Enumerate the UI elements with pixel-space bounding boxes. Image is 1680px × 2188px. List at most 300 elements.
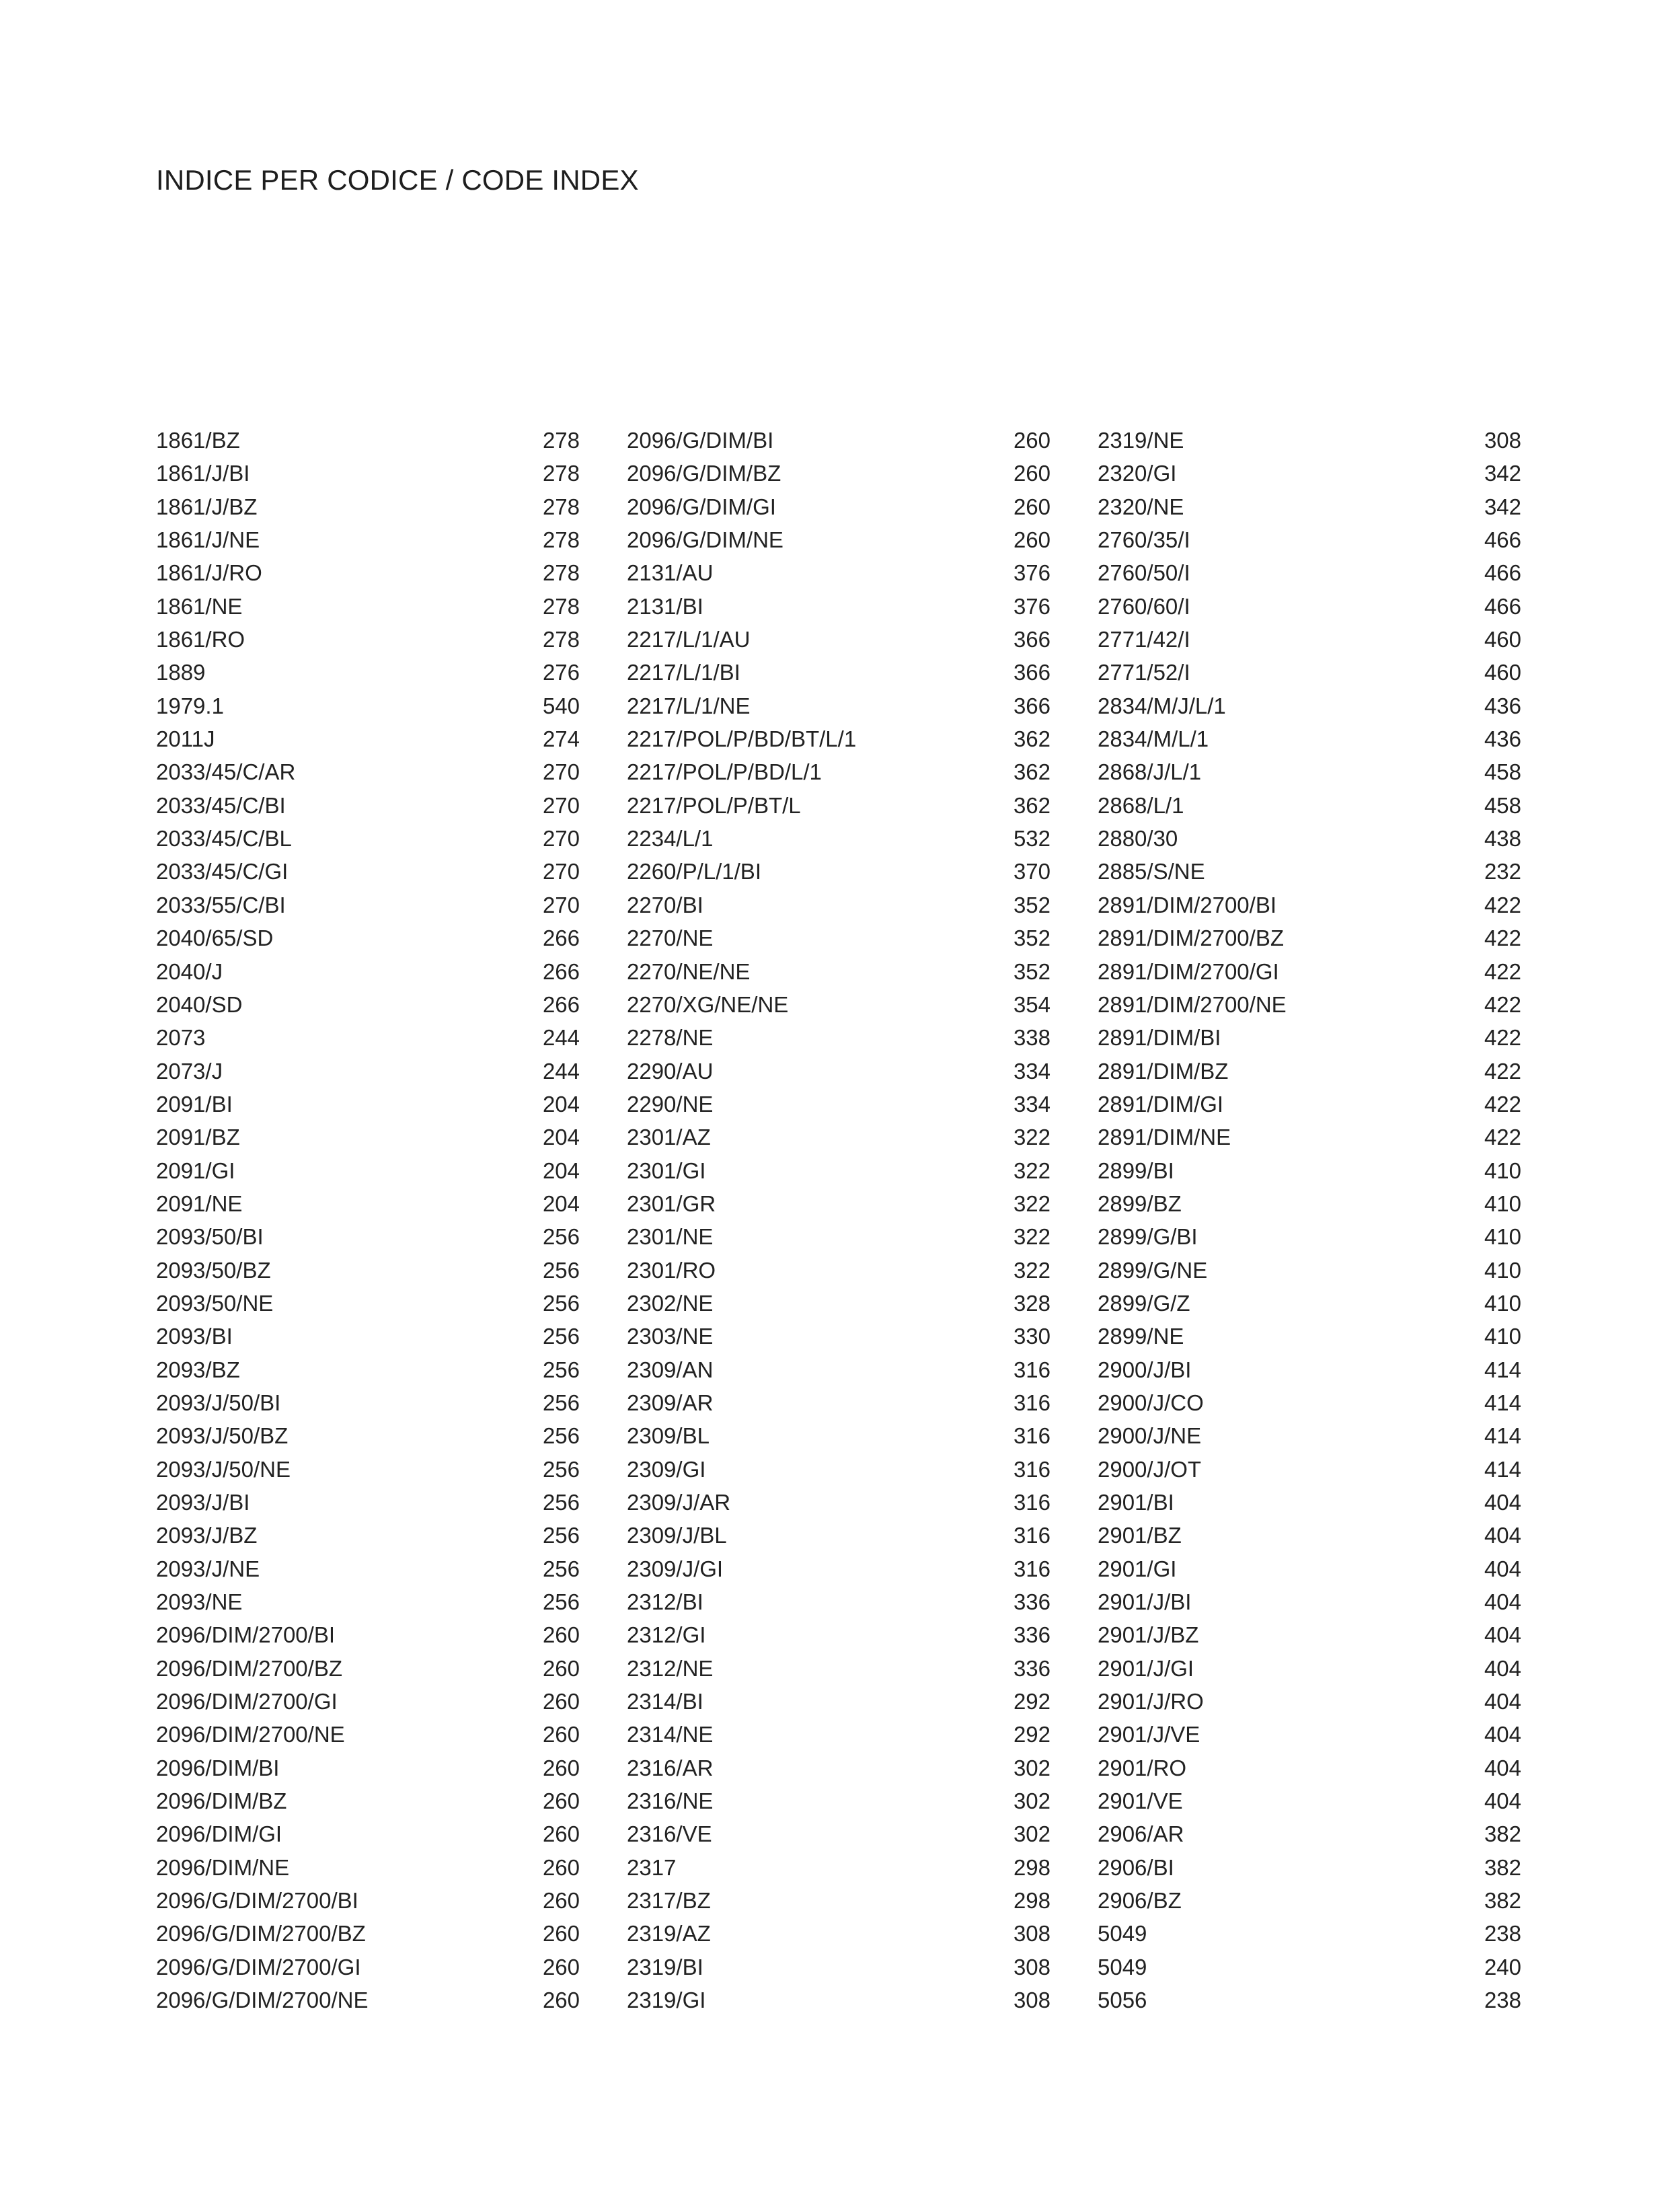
product-code: 2771/52/I: [1098, 660, 1190, 685]
index-row: [627, 1154, 1051, 1187]
page-number: 322: [1013, 1191, 1051, 1216]
page-number: 338: [1013, 1025, 1051, 1051]
page-number: 302: [1013, 1788, 1051, 1814]
product-code: 2880/30: [1098, 826, 1178, 852]
product-code: 2906/BZ: [1098, 1888, 1182, 1914]
page-number: 376: [1013, 560, 1051, 586]
page-number: 302: [1013, 1821, 1051, 1847]
product-code: 2096/G/DIM/2700/NE: [156, 1988, 369, 2013]
product-code: 2270/BI: [627, 892, 703, 917]
page-number: 414: [1484, 1423, 1521, 1449]
index-row: [156, 855, 580, 888]
index-row: [627, 1386, 1051, 1419]
index-row: [627, 722, 1051, 755]
product-code: 2900/J/OT: [1098, 1456, 1202, 1482]
product-code: 2303/NE: [627, 1324, 714, 1349]
product-code: 2891/DIM/BI: [1098, 1025, 1221, 1051]
product-code: 2217/POL/P/BD/BT/L/1: [627, 726, 857, 752]
index-row: [627, 1618, 1051, 1651]
index-row: [627, 1984, 1051, 2016]
index-row: [627, 822, 1051, 855]
index-row: [627, 1884, 1051, 1917]
index-row: [156, 556, 580, 589]
page-number: 244: [542, 1025, 580, 1051]
index-row: [627, 1652, 1051, 1685]
index-row: [1098, 656, 1521, 689]
index-row: [156, 1154, 580, 1187]
product-code: 2093/BI: [156, 1324, 233, 1349]
page-number: 404: [1484, 1556, 1521, 1581]
index-column-1: [156, 424, 580, 2017]
index-row: [156, 988, 580, 1021]
page-number: 422: [1484, 991, 1521, 1017]
product-code: 2040/65/SD: [156, 926, 274, 951]
index-row: [156, 424, 580, 457]
index-row: [156, 590, 580, 623]
page-number: 256: [542, 1589, 580, 1615]
product-code: 2312/BI: [627, 1589, 703, 1615]
index-row: [627, 590, 1051, 623]
index-row: [156, 1287, 580, 1320]
page-number: 410: [1484, 1191, 1521, 1216]
index-row: [156, 1552, 580, 1585]
index-row: [1098, 1453, 1521, 1486]
product-code: 2319/GI: [627, 1988, 706, 2013]
index-row: [156, 1884, 580, 1917]
index-row: [156, 1618, 580, 1651]
page-number: 342: [1484, 461, 1521, 486]
index-row: [627, 556, 1051, 589]
product-code: 2834/M/L/1: [1098, 726, 1209, 752]
index-row: [1098, 1287, 1521, 1320]
product-code: 2900/J/BI: [1098, 1357, 1192, 1382]
index-row: [627, 1951, 1051, 1984]
page-number: 414: [1484, 1357, 1521, 1382]
page-number: 316: [1013, 1357, 1051, 1382]
index-row: [1098, 755, 1521, 788]
product-code: 2319/BI: [627, 1954, 703, 1979]
index-row: [1098, 689, 1521, 722]
product-code: 2891/DIM/2700/GI: [1098, 958, 1279, 984]
page-number: 278: [542, 461, 580, 486]
page-number: 260: [542, 1988, 580, 2013]
page-number: 410: [1484, 1257, 1521, 1283]
product-code: 2899/G/Z: [1098, 1290, 1190, 1316]
product-code: 2901/J/BZ: [1098, 1622, 1199, 1648]
product-code: 2096/DIM/2700/BZ: [156, 1655, 342, 1681]
index-row: [156, 755, 580, 788]
product-code: 2312/NE: [627, 1655, 714, 1681]
page-number: 278: [542, 593, 580, 619]
page-number: 342: [1484, 494, 1521, 519]
page-number: 260: [1013, 527, 1051, 553]
product-code: 2040/SD: [156, 991, 243, 1017]
index-row: [156, 1021, 580, 1054]
product-code: 2868/L/1: [1098, 792, 1184, 818]
product-code: 2091/GI: [156, 1158, 235, 1183]
page-number: 308: [1013, 1988, 1051, 2013]
product-code: 2891/DIM/2700/NE: [1098, 991, 1287, 1017]
page-number: 404: [1484, 1523, 1521, 1548]
page-number: 436: [1484, 693, 1521, 718]
page-number: 466: [1484, 593, 1521, 619]
index-row: [627, 1917, 1051, 1950]
product-code: 2320/NE: [1098, 494, 1184, 519]
index-row: [627, 755, 1051, 788]
page-number: 278: [542, 627, 580, 652]
index-row: [627, 1851, 1051, 1884]
index-row: [1098, 1254, 1521, 1287]
page-number: 244: [542, 1058, 580, 1084]
page-number: 404: [1484, 1589, 1521, 1615]
product-code: 2319/AZ: [627, 1921, 711, 1947]
index-row: [1098, 1154, 1521, 1187]
page-number: 256: [542, 1324, 580, 1349]
page-number: 292: [1013, 1689, 1051, 1714]
index-row: [627, 457, 1051, 490]
product-code: 2217/POL/P/BD/L/1: [627, 759, 822, 785]
product-code: 1861/BZ: [156, 428, 240, 453]
page-number: 404: [1484, 1622, 1521, 1648]
page-number: 322: [1013, 1125, 1051, 1150]
index-row: [1098, 1718, 1521, 1751]
page-number: 336: [1013, 1622, 1051, 1648]
product-code: 1861/J/BZ: [156, 494, 258, 519]
index-row: [156, 1220, 580, 1253]
page-number: 322: [1013, 1257, 1051, 1283]
index-row: [1098, 722, 1521, 755]
page-number: 414: [1484, 1390, 1521, 1415]
product-code: 2760/60/I: [1098, 593, 1190, 619]
product-code: 2906/BI: [1098, 1854, 1174, 1880]
product-code: 2834/M/J/L/1: [1098, 693, 1226, 718]
product-code: 2033/45/C/BL: [156, 826, 292, 852]
product-code: 2033/45/C/BI: [156, 792, 286, 818]
product-code: 2309/AR: [627, 1390, 714, 1415]
page-number: 256: [542, 1390, 580, 1415]
product-code: 2885/S/NE: [1098, 859, 1205, 884]
product-code: 2302/NE: [627, 1290, 714, 1316]
page-number: 458: [1484, 759, 1521, 785]
product-code: 2320/GI: [1098, 461, 1177, 486]
product-code: 1861/NE: [156, 593, 243, 619]
product-code: 2899/G/NE: [1098, 1257, 1208, 1283]
page-number: 352: [1013, 926, 1051, 951]
index-row: [1098, 1652, 1521, 1685]
product-code: 2260/P/L/1/BI: [627, 859, 761, 884]
product-code: 2096/G/DIM/GI: [627, 494, 776, 519]
product-code: 2096/DIM/NE: [156, 1854, 290, 1880]
index-row: [156, 1386, 580, 1419]
page-number: 260: [542, 1755, 580, 1780]
index-row: [627, 1685, 1051, 1718]
product-code: 2096/G/DIM/BZ: [627, 461, 781, 486]
index-row: [627, 955, 1051, 988]
product-code: 2131/AU: [627, 560, 714, 586]
product-code: 2301/AZ: [627, 1125, 711, 1150]
index-row: [1098, 855, 1521, 888]
page-number: 404: [1484, 1722, 1521, 1747]
index-row: [627, 1486, 1051, 1519]
product-code: 2278/NE: [627, 1025, 714, 1051]
product-code: 2309/AN: [627, 1357, 714, 1382]
page-number: 260: [542, 1722, 580, 1747]
product-code: 2314/BI: [627, 1689, 703, 1714]
product-code: 2096/G/DIM/2700/BI: [156, 1888, 358, 1914]
index-row: [627, 523, 1051, 556]
index-row: [156, 1652, 580, 1685]
product-code: 2771/42/I: [1098, 627, 1190, 652]
page-number: 354: [1013, 991, 1051, 1017]
index-row: [627, 490, 1051, 523]
page-number: 256: [542, 1257, 580, 1283]
page-number: 256: [542, 1556, 580, 1581]
index-row: [627, 1453, 1051, 1486]
product-code: 2093/J/50/NE: [156, 1456, 291, 1482]
index-row: [156, 1187, 580, 1220]
page-number: 422: [1484, 1091, 1521, 1117]
index-row: [156, 1784, 580, 1817]
product-code: 2093/J/50/BZ: [156, 1423, 289, 1449]
page-number: 256: [542, 1290, 580, 1316]
index-row: [627, 1585, 1051, 1618]
index-row: [627, 1220, 1051, 1253]
page-number: 270: [542, 859, 580, 884]
page-number: 382: [1484, 1854, 1521, 1880]
page-number: 540: [542, 693, 580, 718]
product-code: 2314/NE: [627, 1722, 714, 1747]
page-number: 260: [542, 1888, 580, 1914]
index-row: [627, 1519, 1051, 1552]
index-row: [156, 1984, 580, 2016]
product-code: 2091/NE: [156, 1191, 243, 1216]
index-row: [627, 1353, 1051, 1386]
product-code: 2901/BI: [1098, 1490, 1174, 1515]
index-row: [1098, 1419, 1521, 1452]
product-code: 2900/J/NE: [1098, 1423, 1202, 1449]
page-number: 422: [1484, 1058, 1521, 1084]
index-row: [1098, 889, 1521, 921]
page-number: 260: [1013, 461, 1051, 486]
page-number: 260: [1013, 494, 1051, 519]
index-row: [156, 1419, 580, 1452]
product-code: 2033/45/C/GI: [156, 859, 289, 884]
product-code: 2316/AR: [627, 1755, 714, 1780]
page-number: 362: [1013, 726, 1051, 752]
product-code: 2868/J/L/1: [1098, 759, 1202, 785]
page-number: 232: [1484, 859, 1521, 884]
product-code: 2033/55/C/BI: [156, 892, 286, 917]
index-row: [156, 623, 580, 656]
index-row: [627, 1751, 1051, 1784]
index-row: [1098, 1386, 1521, 1419]
index-row: [1098, 523, 1521, 556]
product-code: 2270/NE/NE: [627, 958, 751, 984]
page-number: 404: [1484, 1755, 1521, 1780]
page-number: 382: [1484, 1821, 1521, 1847]
index-row: [156, 689, 580, 722]
page-number: 366: [1013, 627, 1051, 652]
product-code: 2093/50/NE: [156, 1290, 274, 1316]
page-number: 330: [1013, 1324, 1051, 1349]
index-row: [1098, 921, 1521, 954]
page-number: 422: [1484, 1025, 1521, 1051]
page-number: 270: [542, 826, 580, 852]
page-number: 466: [1484, 560, 1521, 586]
page-number: 278: [542, 527, 580, 553]
product-code: 2316/NE: [627, 1788, 714, 1814]
index-row: [156, 523, 580, 556]
index-row: [627, 1021, 1051, 1054]
index-row: [1098, 1917, 1521, 1950]
product-code: 2073: [156, 1025, 206, 1051]
product-code: 2760/35/I: [1098, 527, 1190, 553]
index-row: [1098, 1751, 1521, 1784]
product-code: 5049: [1098, 1954, 1147, 1979]
index-row: [156, 1121, 580, 1154]
page-number: 458: [1484, 792, 1521, 818]
product-code: 2217/POL/P/BT/L: [627, 792, 801, 818]
index-row: [627, 1817, 1051, 1850]
page-number: 334: [1013, 1091, 1051, 1117]
page-number: 260: [1013, 428, 1051, 453]
index-row: [627, 1254, 1051, 1287]
page-number: 322: [1013, 1224, 1051, 1250]
product-code: 1861/J/RO: [156, 560, 262, 586]
page-number: 274: [542, 726, 580, 752]
product-code: 2309/J/BL: [627, 1523, 727, 1548]
index-row: [1098, 1884, 1521, 1917]
product-code: 2901/GI: [1098, 1556, 1177, 1581]
page-number: 460: [1484, 660, 1521, 685]
index-row: [156, 1685, 580, 1718]
index-column-2: [627, 424, 1051, 2017]
page-title: INDICE PER CODICE / CODE INDEX: [156, 164, 639, 196]
page-number: 352: [1013, 958, 1051, 984]
page-number: 422: [1484, 892, 1521, 917]
product-code: 2901/J/VE: [1098, 1722, 1200, 1747]
product-code: 2316/VE: [627, 1821, 712, 1847]
index-row: [156, 1254, 580, 1287]
page-number: 276: [542, 660, 580, 685]
index-row: [627, 988, 1051, 1021]
page-number: 256: [542, 1490, 580, 1515]
page-number: 404: [1484, 1490, 1521, 1515]
index-row: [1098, 1021, 1521, 1054]
index-row: [156, 1486, 580, 1519]
product-code: 2093/BZ: [156, 1357, 240, 1382]
index-row: [627, 1552, 1051, 1585]
page-number: 298: [1013, 1888, 1051, 1914]
index-row: [156, 457, 580, 490]
index-row: [627, 656, 1051, 689]
index-row: [627, 1718, 1051, 1751]
product-code: 2091/BI: [156, 1091, 233, 1117]
index-row: [1098, 1486, 1521, 1519]
index-row: [1098, 955, 1521, 988]
index-row: [156, 889, 580, 921]
product-code: 2906/AR: [1098, 1821, 1184, 1847]
product-code: 2096/G/DIM/2700/BZ: [156, 1921, 366, 1947]
product-code: 2760/50/I: [1098, 560, 1190, 586]
page-number: 302: [1013, 1755, 1051, 1780]
product-code: 2901/J/GI: [1098, 1655, 1194, 1681]
page-number: 404: [1484, 1788, 1521, 1814]
product-code: 2011J: [156, 726, 215, 752]
page-number: 382: [1484, 1888, 1521, 1914]
index-row: [627, 1419, 1051, 1452]
product-code: 2290/NE: [627, 1091, 714, 1117]
page-number: 532: [1013, 826, 1051, 852]
product-code: 2901/J/BI: [1098, 1589, 1192, 1615]
page-number: 260: [542, 1921, 580, 1947]
index-row: [627, 1287, 1051, 1320]
product-code: 2301/NE: [627, 1224, 714, 1250]
index-row: [156, 656, 580, 689]
index-row: [156, 1585, 580, 1618]
page-number: 270: [542, 759, 580, 785]
index-row: [627, 921, 1051, 954]
product-code: 2290/AU: [627, 1058, 714, 1084]
index-row: [1098, 1519, 1521, 1552]
product-code: 2317/BZ: [627, 1888, 711, 1914]
index-row: [1098, 457, 1521, 490]
page-number: 256: [542, 1456, 580, 1482]
index-row: [1098, 1984, 1521, 2016]
page-number: 256: [542, 1523, 580, 1548]
index-row: [1098, 1552, 1521, 1585]
index-row: [627, 1320, 1051, 1353]
index-row: [156, 1055, 580, 1088]
page-number: 260: [542, 1821, 580, 1847]
product-code: 2093/J/50/BI: [156, 1390, 281, 1415]
page-number: 422: [1484, 958, 1521, 984]
product-code: 2234/L/1: [627, 826, 714, 852]
page-number: 410: [1484, 1324, 1521, 1349]
product-code: 2901/BZ: [1098, 1523, 1182, 1548]
index-row: [156, 1519, 580, 1552]
product-code: 2093/NE: [156, 1589, 243, 1615]
page-number: 352: [1013, 892, 1051, 917]
product-code: 2309/J/GI: [627, 1556, 724, 1581]
product-code: 2096/G/DIM/2700/GI: [156, 1954, 361, 1979]
page-number: 316: [1013, 1490, 1051, 1515]
index-row: [156, 1320, 580, 1353]
index-row: [156, 1718, 580, 1751]
index-column-3: [1098, 424, 1521, 2017]
page-number: 256: [542, 1357, 580, 1382]
product-code: 2033/45/C/AR: [156, 759, 296, 785]
index-row: [627, 689, 1051, 722]
page-number: 260: [542, 1854, 580, 1880]
index-row: [156, 1951, 580, 1984]
product-code: 2217/L/1/NE: [627, 693, 751, 718]
page-number: 422: [1484, 926, 1521, 951]
page-number: 204: [542, 1158, 580, 1183]
page-number: 308: [1484, 428, 1521, 453]
index-row: [1098, 1618, 1521, 1651]
index-row: [156, 1751, 580, 1784]
index-row: [1098, 1088, 1521, 1121]
index-row: [1098, 822, 1521, 855]
page-number: 292: [1013, 1722, 1051, 1747]
product-code: 1861/J/BI: [156, 461, 250, 486]
product-code: 2301/GI: [627, 1158, 706, 1183]
index-row: [156, 1353, 580, 1386]
page-number: 336: [1013, 1589, 1051, 1615]
product-code: 2899/G/BI: [1098, 1224, 1198, 1250]
page-number: 410: [1484, 1158, 1521, 1183]
